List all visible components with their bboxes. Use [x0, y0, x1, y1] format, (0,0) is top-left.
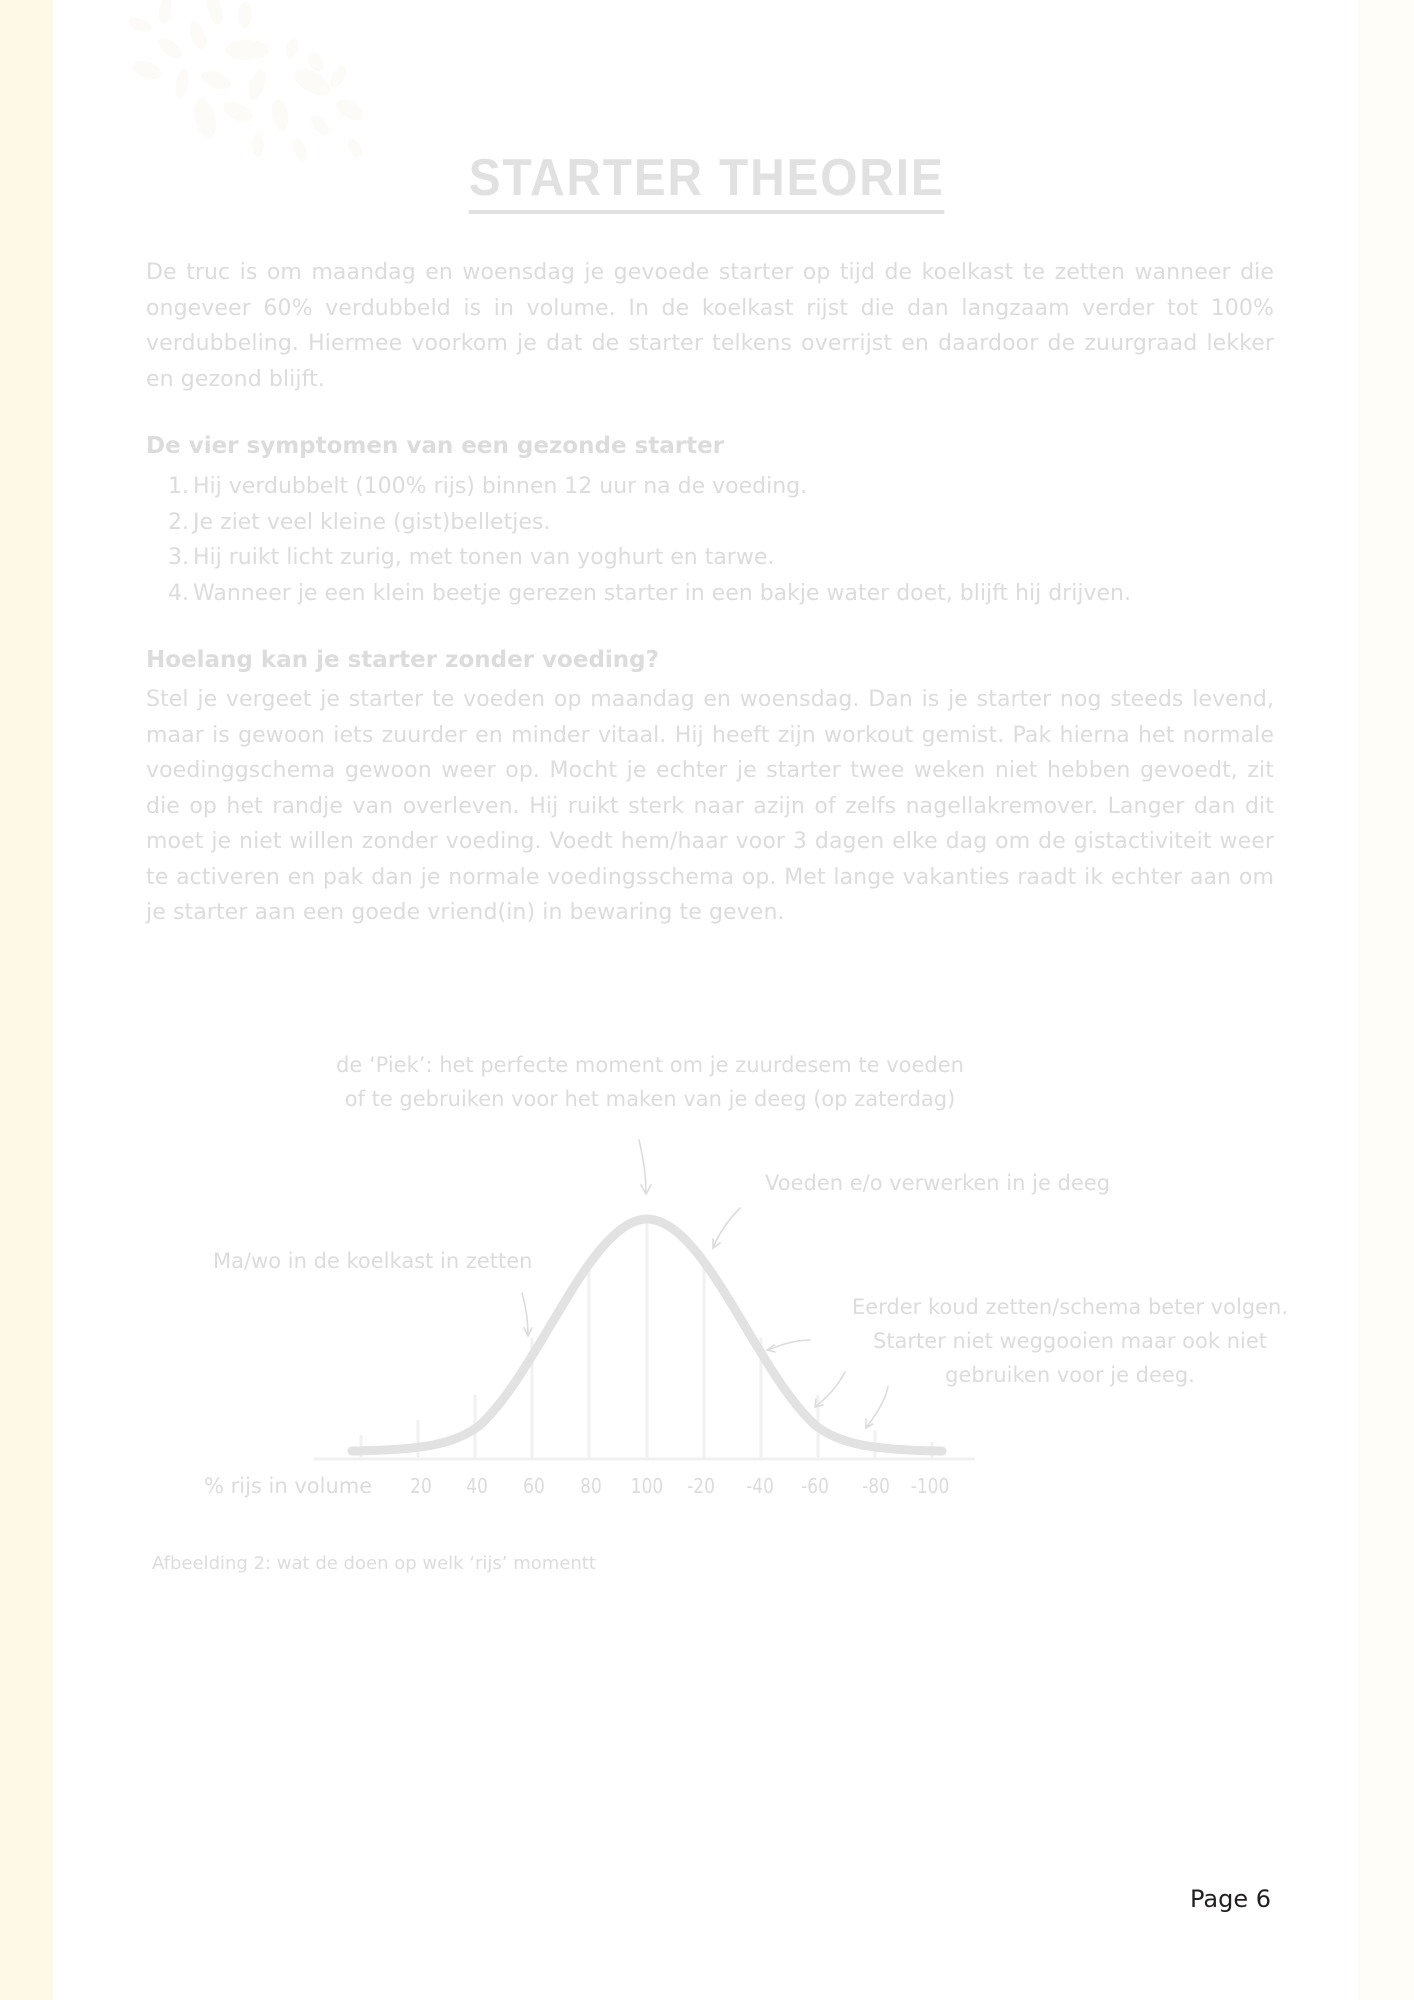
arrow-late3-icon: [866, 1387, 888, 1428]
annotation-feed: Voeden e/o verwerken in je deeg: [765, 1171, 1111, 1195]
list-text: Je ziet veel kleine (gist)belletjes.: [193, 509, 551, 535]
x-tick: -20: [687, 1474, 715, 1498]
annotation-fridge: Ma/wo in de koelkast in zetten: [213, 1249, 533, 1273]
x-tick: -80: [862, 1474, 890, 1498]
left-cream-margin: [0, 0, 53, 2000]
list-item: [164, 469, 1131, 505]
right-margin: [1358, 0, 1414, 2000]
annotation-late-line2: Starter niet weggooien maar ook niet: [872, 1329, 1268, 1353]
annotation-late-line3: gebruiken voor je deeg.: [945, 1363, 1195, 1387]
arrow-fridge-icon: [522, 1293, 528, 1335]
page-title-text: STARTER THEORIE: [469, 148, 945, 214]
x-tick: -60: [801, 1474, 829, 1498]
figure-caption: Afbeelding 2: wat de doen op welk ‘rijs’ momentt: [152, 1553, 596, 1574]
annotation-late: [840, 1290, 1300, 1392]
x-tick: 100: [630, 1474, 664, 1498]
list-number: 1.: [168, 474, 189, 499]
annotation-peak-line2: of te gebruiken voor het maken van je deeg (op zaterdag): [344, 1087, 956, 1111]
list-number: 4.: [168, 580, 189, 606]
annotation-peak-line1: de ‘Piek’: het perfecte moment om je zuurdesem te voeden: [336, 1053, 964, 1077]
annotation-late-line1: Eerder koud zetten/schema beter volgen.: [851, 1295, 1289, 1319]
x-tick: 40: [466, 1474, 488, 1498]
x-tick: 60: [523, 1474, 545, 1498]
list-text: Hij ruikt licht zurig, met tonen van yoghurt en tarwe.: [193, 545, 775, 570]
section-heading-no-feeding: Hoelang kan je starter zonder voeding?: [146, 647, 659, 673]
grain-decoration-icon: [110, 0, 370, 170]
list-item: [164, 576, 1131, 612]
x-tick: -100: [910, 1474, 950, 1498]
list-text: Hij verdubbelt (100% rijs) binnen 12 uur na de voeding.: [193, 474, 808, 499]
no-feeding-paragraph: Stel je vergeet je starter te voeden op maandag en woensdag. Dan is je starter nog steeds levend, maar is gewoon iets zuurder en minder vitaal. Hij heeft zijn workout gemist. Pak hierna het normale voedinggschema gewoon weer op. Mocht je echter je starter twee weken niet hebben gevoedt, zit die op het randje van overleven. Hij ruikt sterk naar azijn of zelfs nagellakremover. Langer dan dit moet je niet willen zonder voeding. Voedt hem/haar voor 3 dagen elke dag om de gistactiviteit weer te activeren en pak dan je normale voedingsschema op. Met lange vakanties raadt ik echter aan om je starter aan een goede vriend(in) in bewaring te geven.: [146, 687, 1274, 925]
x-tick: 80: [580, 1474, 602, 1498]
symptoms-list: [164, 469, 1131, 611]
list-number: 3.: [168, 545, 189, 570]
list-text: Wanneer je een klein beetje gerezen starter in een bakje water doet, blijft hij drijven.: [193, 580, 1131, 606]
section-heading-symptoms: De vier symptomen van een gezonde starter: [146, 433, 725, 459]
list-item: [164, 505, 1131, 541]
annotation-peak: [323, 1048, 977, 1116]
page-number: Page 6: [1190, 1885, 1271, 1913]
page-title: [0, 148, 1414, 214]
arrow-peak-icon: [639, 1140, 646, 1193]
x-axis-label: % rijs in volume: [204, 1474, 373, 1498]
intro-paragraph: De truc is om maandag en woensdag je gevoede starter op tijd de koelkast te zetten wanneer die ongeveer 60% verdubbeld is in volume. In de koelkast rijst die dan langzaam verder tot 100% verdubbeling. Hiermee voorkom je dat de starter telkens overrijst en daardoor de zuurgraad lekker en gezond blijft.: [146, 260, 1274, 392]
arrow-late1-icon: [768, 1340, 810, 1350]
list-item: [164, 540, 1131, 576]
x-tick: -40: [746, 1474, 774, 1498]
list-number: 2.: [168, 509, 189, 535]
x-tick: 20: [410, 1474, 432, 1498]
arrow-feed-icon: [713, 1208, 740, 1248]
